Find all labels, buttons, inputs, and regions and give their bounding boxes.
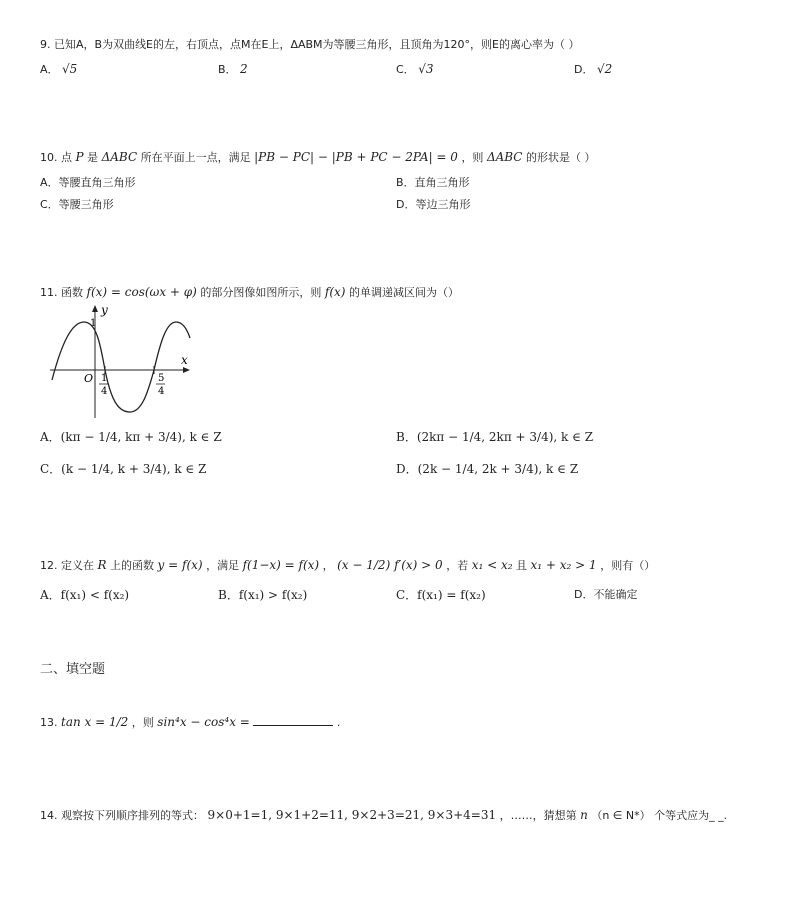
q10-text-is: 是: [87, 151, 99, 164]
x-tick1-den: 4: [101, 386, 108, 397]
q9-option-d-value: √2: [596, 62, 613, 76]
q12-domain-r: R: [97, 558, 107, 572]
q12-text-function: 上的函数: [110, 559, 155, 572]
q9-option-c-label: C．: [396, 63, 415, 76]
q11-option-c: C．(k − 1/4, k + 3/4), k ∈ Z: [40, 462, 207, 476]
q10-option-b: B．直角三角形: [396, 176, 470, 189]
q11-option-a: A．(kπ − 1/4, kπ + 3/4), k ∈ Z: [40, 430, 222, 444]
q9-stem: 9. 已知A，B为双曲线E的左，右顶点，点M在E上，ΔABM为等腰三角形，且顶角为120°，则E的离心率为（ ）: [40, 38, 580, 51]
q14-text-answer: 个等式应为_ _.: [654, 809, 728, 822]
q10-triangle-2: ΔABC: [486, 150, 523, 164]
q10-option-a: A．等腰直角三角形: [40, 176, 136, 189]
q12-symmetry-condition: f(1−x) = f(x): [242, 558, 320, 572]
q14-stem: [40, 808, 727, 823]
q10-option-d: D．等边三角形: [396, 198, 471, 211]
origin-label: O: [84, 372, 94, 385]
q12-option-d: D．不能确定: [574, 588, 638, 601]
q10-text-plane: 所在平面上一点，满足: [140, 151, 251, 164]
q11-option-b: B．(2kπ − 1/4, 2kπ + 3/4), k ∈ Z: [396, 430, 594, 444]
y-axis-arrow: [92, 305, 98, 312]
cosine-curve: [52, 322, 190, 412]
y-axis-label: y: [101, 303, 108, 317]
q12-text-if: ，若: [446, 559, 469, 572]
section-fill-blank-title: 二、填空题: [40, 662, 106, 677]
q13-text-then: ，则: [131, 716, 154, 729]
q13-tan-condition: tan x = 1/2: [61, 715, 129, 729]
q11-stem: [40, 285, 459, 300]
q11-text-decreasing: 的单调递减区间为（）: [348, 286, 459, 299]
q9-option-d: [574, 62, 612, 77]
q12-option-b: B．f(x₁) > f(x₂): [218, 588, 308, 602]
q11-text-graph: 的部分图像如图所示，则: [200, 286, 322, 299]
q12-comma: ，: [322, 559, 334, 572]
q12-stem: [40, 558, 655, 573]
q14-n-condition: （n ∈ N*）: [591, 809, 651, 822]
x-tick2-num: 5: [158, 373, 165, 384]
q9-option-a: [40, 62, 77, 77]
q10-number: 10. 点: [40, 151, 72, 164]
q13-stem: [40, 715, 340, 730]
q10-text-shape: 的形状是（ ）: [526, 151, 596, 164]
q11-function: f(x) = cos(ωx + φ): [86, 285, 197, 299]
q9-option-d-label: D．: [574, 63, 594, 76]
q10-text-then: ，则: [461, 151, 484, 164]
q9-option-b-label: B．: [218, 63, 237, 76]
q12-sum-condition: x₁ + x₂ > 1: [530, 558, 597, 572]
q13-period: .: [336, 716, 341, 729]
q9-option-a-label: A．: [40, 63, 59, 76]
q14-text-guess: ，……，猜想第: [499, 809, 577, 822]
q14-text-observe: 14. 观察按下列顺序排列的等式：: [40, 809, 204, 822]
q9-option-b: [218, 62, 248, 77]
q12-text-and: 且: [516, 559, 528, 572]
q10-option-c: C．等腰三角形: [40, 198, 114, 211]
q10-equation: |PB − PC| − |PB + PC − 2PA| = 0: [254, 150, 458, 164]
q10-point-p: P: [75, 150, 84, 164]
q12-order-condition: x₁ < x₂: [471, 558, 513, 572]
q9-option-b-value: 2: [240, 62, 248, 76]
q9-option-c-value: √3: [418, 62, 434, 76]
q11-option-d: D．(2k − 1/4, 2k + 3/4), k ∈ Z: [396, 462, 579, 476]
q12-derivative-condition: (x − 1/2) f′(x) > 0: [337, 558, 443, 572]
q12-option-c: C．f(x₁) = f(x₂): [396, 588, 486, 602]
q12-number: 12. 定义在: [40, 559, 94, 572]
q10-triangle: ΔABC: [101, 150, 138, 164]
x-axis-arrow: [183, 367, 190, 373]
x-tick1-num: 1: [101, 373, 108, 384]
x-axis-label: x: [181, 353, 188, 367]
q12-y-fx: y = f(x): [157, 558, 203, 572]
q13-number: 13.: [40, 716, 58, 729]
q12-option-a: A．f(x₁) < f(x₂): [40, 588, 130, 602]
q9-option-a-value: √5: [62, 62, 78, 76]
x-tick2-den: 4: [158, 386, 165, 397]
q11-number: 11. 函数: [40, 286, 83, 299]
q11-fx: f(x): [324, 285, 346, 299]
q12-text-satisfies: ，满足: [206, 559, 240, 572]
q13-answer-blank[interactable]: [253, 715, 333, 726]
q11-cosine-graph: [48, 302, 198, 420]
q9-option-c: [396, 62, 433, 77]
q14-equations: 9×0+1=1, 9×1+2=11, 9×2+3=21, 9×3+4=31: [207, 808, 497, 822]
q10-stem: [40, 150, 596, 165]
y-tick-label: 1: [90, 318, 97, 329]
q13-expression: sin⁴x − cos⁴x =: [157, 715, 250, 729]
q12-text-then: ，则有（）: [600, 559, 656, 572]
q14-n: n: [580, 808, 588, 822]
